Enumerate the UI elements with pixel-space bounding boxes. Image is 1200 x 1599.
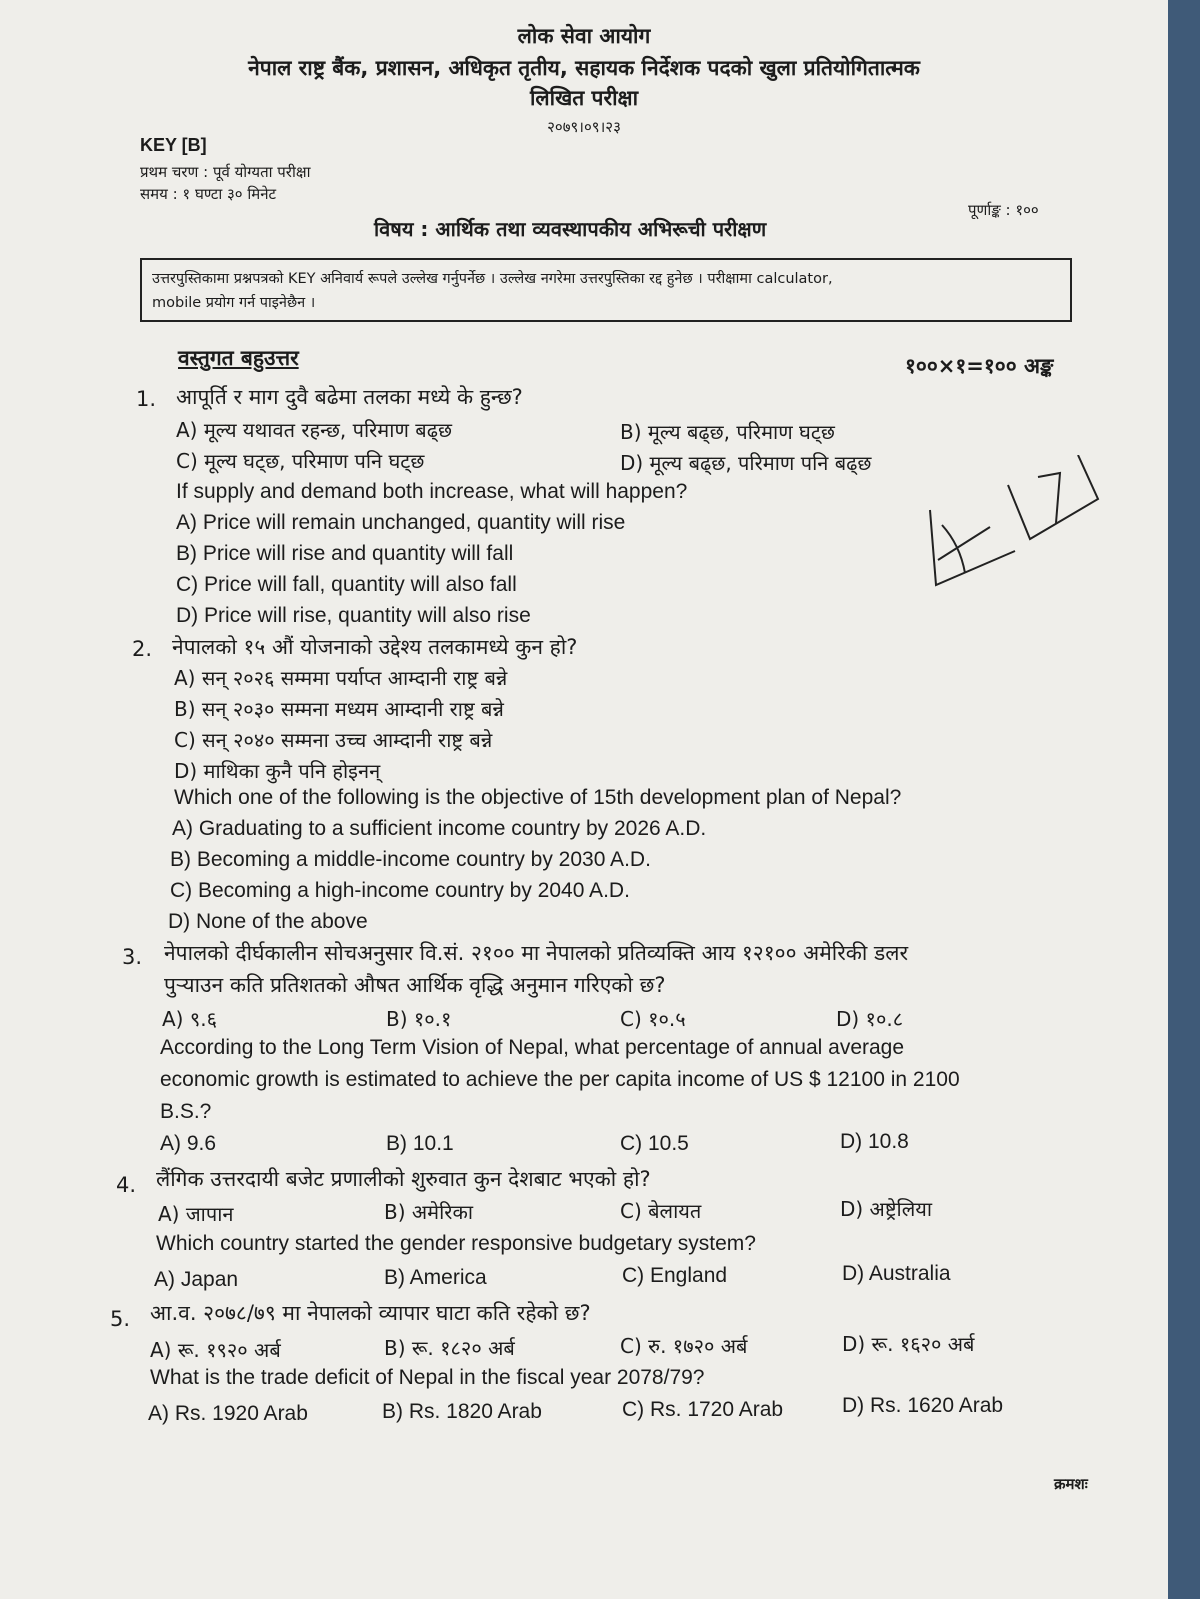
option-en: B) Price will rise and quantity will fall — [176, 542, 514, 565]
question-number: 1. — [136, 387, 157, 411]
option-en: A) 9.6 — [160, 1132, 217, 1155]
option-np: A) ९.६ — [162, 1007, 217, 1031]
exam-type: लिखित परीक्षा — [529, 86, 639, 110]
question-number: 5. — [110, 1307, 131, 1331]
option-en: D) Australia — [842, 1262, 951, 1285]
question-text-np: आ.व. २०७८/७९ मा नेपालको व्यापार घाटा कति रहेको छ? — [150, 1301, 591, 1325]
option-np: D) मूल्य बढ्छ, परिमाण पनि बढ्छ — [620, 451, 872, 475]
option-np: D) रू. १६२० अर्ब — [842, 1332, 975, 1356]
option-en: B) Rs. 1820 Arab — [382, 1400, 542, 1423]
option-en: B) America — [384, 1266, 487, 1289]
continued-label: क्रमशः — [1054, 1475, 1088, 1493]
instructions-line-1: उत्तरपुस्तिकामा प्रश्नपत्रको KEY अनिवार्य रूपले उल्लेख गर्नुपर्नेछ । उल्लेख नगरेमा उत्तरपुस्तिका रद्द हुनेछ । परीक्षामा calculator, — [152, 271, 833, 287]
question-text-np: आपूर्ति र माग दुवै बढेमा तलका मध्ये के हुन्छ? — [176, 385, 523, 409]
option-np: A) जापान — [158, 1202, 234, 1226]
question-text-np: नेपालको दीर्घकालीन सोचअनुसार वि.सं. २१०० मा नेपालको प्रतिव्यक्ति आय १२१०० अमेरिकी डलर — [164, 941, 909, 965]
option-en: D) 10.8 — [840, 1130, 909, 1153]
option-np: D) माथिका कुनै पनि होइनन् — [174, 759, 381, 783]
option-en: B) 10.1 — [386, 1132, 454, 1155]
option-np: C) बेलायत — [620, 1199, 702, 1223]
option-np: C) सन् २०४० सम्मना उच्च आम्दानी राष्ट्र बन्ने — [174, 728, 493, 752]
option-np: D) अष्ट्रेलिया — [840, 1197, 933, 1221]
key-label: KEY [B] — [140, 135, 207, 155]
option-np: C) मूल्य घट्छ, परिमाण पनि घट्छ — [176, 449, 425, 473]
section-title: वस्तुगत बहुउत्तर — [178, 346, 299, 370]
option-en: A) Price will remain unchanged, quantity will rise — [176, 511, 626, 534]
question-text-en: Which country started the gender responsive budgetary system? — [156, 1232, 756, 1255]
question-text-en: If supply and demand both increase, what will happen? — [176, 480, 688, 503]
question-number: 4. — [116, 1173, 137, 1197]
option-np: B) अमेरिका — [384, 1200, 474, 1224]
question-text-en: What is the trade deficit of Nepal in the fiscal year 2078/79? — [150, 1366, 705, 1389]
exam-time: समय : १ घण्टा ३० मिनेट — [140, 185, 277, 203]
question-text-np: पुऱ्याउन कति प्रतिशतको औषत आर्थिक वृद्धि अनुमान गरिएको छ? — [164, 973, 666, 997]
option-en: A) Graduating to a sufficient income country by 2026 A.D. — [172, 817, 707, 840]
option-np: A) सन् २०२६ सम्ममा पर्याप्त आम्दानी राष्ट्र बन्ने — [174, 666, 508, 690]
handwritten-mark — [920, 455, 1110, 595]
section-marks: १००×१=१०० अङ्क — [905, 354, 1054, 378]
option-np: C) १०.५ — [620, 1007, 686, 1031]
option-en: A) Rs. 1920 Arab — [148, 1402, 308, 1425]
question-text-en: Which one of the following is the objective of 15th development plan of Nepal? — [174, 786, 902, 809]
subject-title: विषय : आर्थिक तथा व्यवस्थापकीय अभिरूची परीक्षण — [374, 217, 767, 241]
exam-date: २०७९।०९।२३ — [547, 118, 621, 136]
option-en: D) None of the above — [168, 910, 368, 933]
option-en: C) 10.5 — [620, 1132, 689, 1155]
instructions-line-2: mobile प्रयोग गर्न पाइनेछैन । — [152, 295, 316, 311]
org-name: लोक सेवा आयोग — [517, 24, 651, 48]
option-en: A) Japan — [154, 1268, 239, 1291]
question-text-np: नेपालको १५ औं योजनाको उद्देश्य तलकामध्ये कुन हो? — [172, 635, 578, 659]
option-en: C) Becoming a high-income country by 2040 A.D. — [170, 879, 630, 902]
post-title: नेपाल राष्ट्र बैंक, प्रशासन, अधिकृत तृतीय, सहायक निर्देशक पदको खुला प्रतियोगितात्मक — [248, 56, 920, 80]
question-number: 2. — [132, 637, 153, 661]
option-np: A) रू. १९२० अर्ब — [150, 1338, 281, 1362]
option-np: D) १०.८ — [836, 1007, 904, 1031]
option-en: B) Becoming a middle-income country by 2030 A.D. — [170, 848, 651, 871]
option-np: C) रु. १७२० अर्ब — [620, 1334, 748, 1358]
question-text-np: लैंगिक उत्तरदायी बजेट प्रणालीको शुरुवात कुन देशबाट भएको हो? — [156, 1167, 651, 1191]
option-np: A) मूल्य यथावत रहन्छ, परिमाण बढ्छ — [176, 418, 452, 442]
background-edge — [1168, 0, 1200, 1599]
option-np: B) सन् २०३० सम्मना मध्यम आम्दानी राष्ट्र बन्ने — [174, 697, 504, 721]
option-en: C) Price will fall, quantity will also fall — [176, 573, 517, 596]
question-text-en: B.S.? — [160, 1100, 212, 1123]
option-np: B) रू. १८२० अर्ब — [384, 1336, 515, 1360]
option-en: D) Price will rise, quantity will also rise — [176, 604, 531, 627]
exam-phase: प्रथम चरण : पूर्व योग्यता परीक्षा — [140, 163, 311, 181]
option-np: B) १०.१ — [386, 1007, 452, 1031]
instructions-box — [140, 258, 1072, 322]
option-en: C) Rs. 1720 Arab — [622, 1398, 784, 1421]
question-number: 3. — [122, 945, 143, 969]
full-marks: पूर्णाङ्क : १०० — [968, 201, 1039, 219]
option-np: B) मूल्य बढ्छ, परिमाण घट्छ — [620, 420, 835, 444]
question-text-en: According to the Long Term Vision of Nepal, what percentage of annual average — [160, 1036, 905, 1059]
option-en: D) Rs. 1620 Arab — [842, 1394, 1004, 1417]
option-en: C) England — [622, 1264, 728, 1287]
question-text-en: economic growth is estimated to achieve the per capita income of US $ 12100 in 2100 — [160, 1068, 960, 1091]
